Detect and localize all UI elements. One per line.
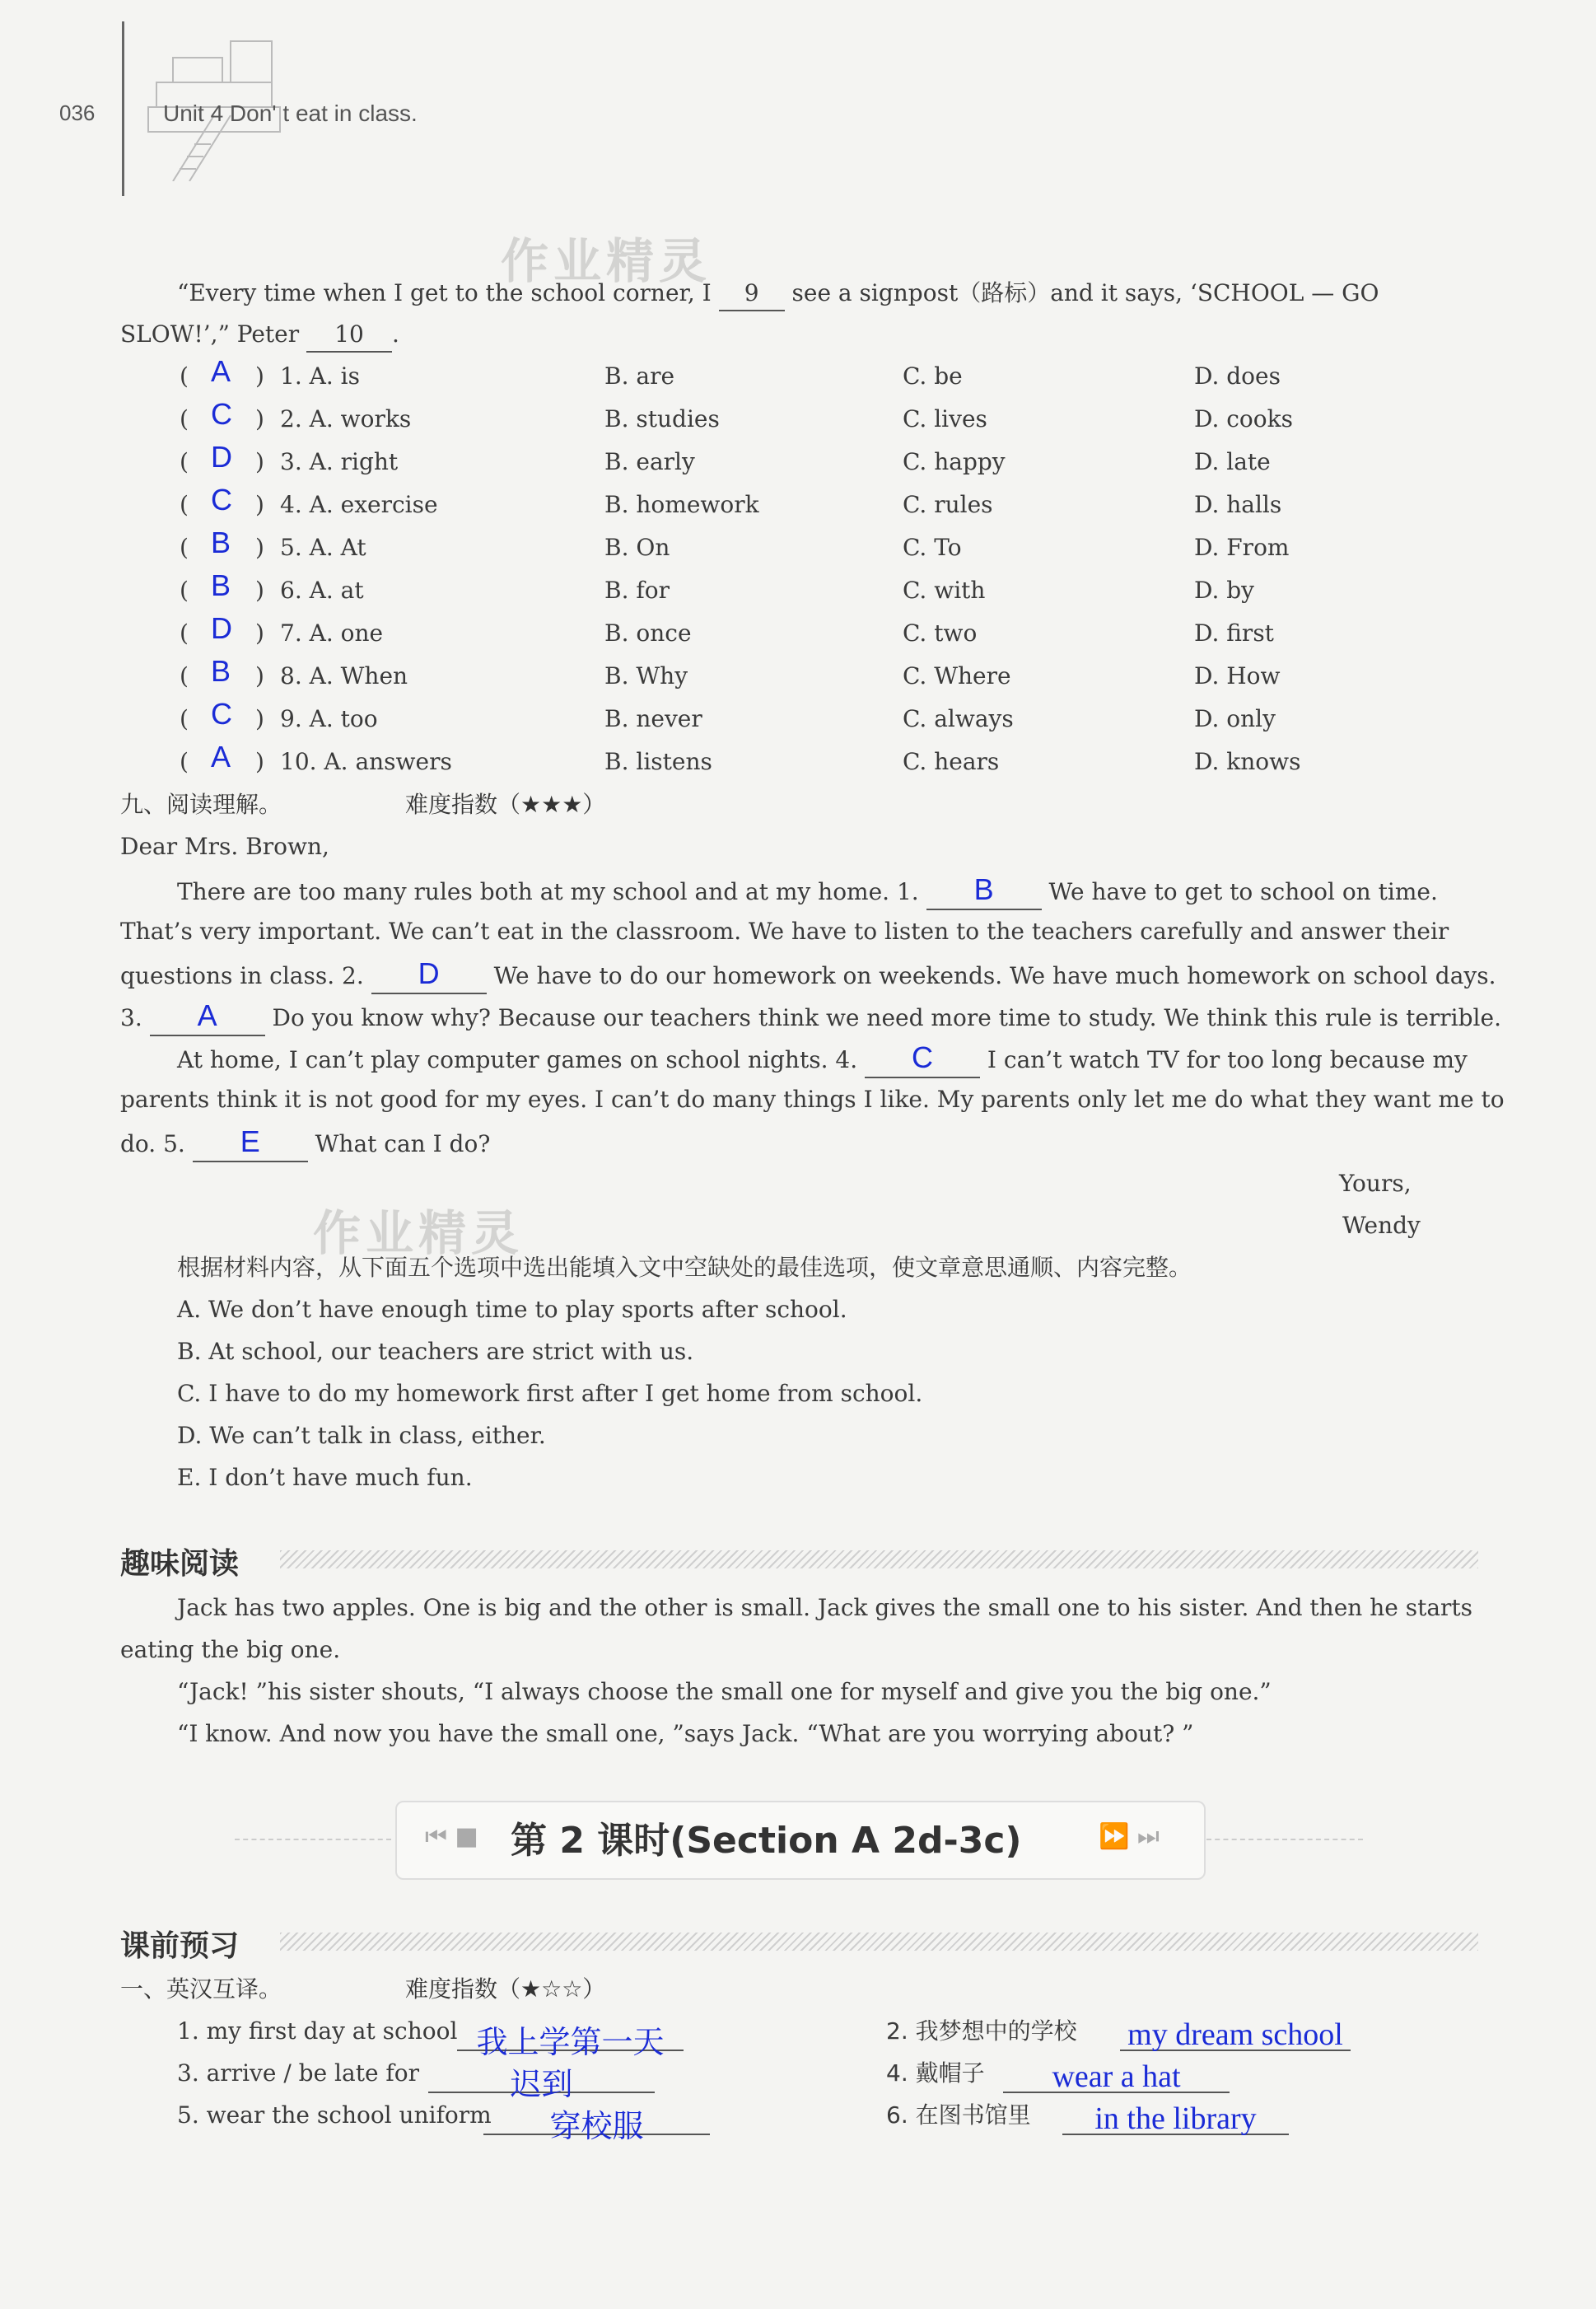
cloze-option-a: 10. A. answers: [280, 748, 452, 775]
translation-prompt: 3. arrive / be late for: [177, 2059, 420, 2087]
cloze-option-b: B. Why: [604, 662, 688, 689]
cloze-answer: C: [211, 397, 232, 431]
cloze-option-c: C. with: [903, 577, 986, 604]
translation-blank: [428, 2059, 655, 2102]
cloze-option-c: C. always: [903, 705, 1014, 732]
cloze-option-b: B. never: [604, 705, 702, 732]
cloze-answer: C: [211, 483, 232, 516]
cloze-intro-line2: SLOW!’,” Peter 10 .: [120, 318, 399, 353]
translation-prompt: 2. 我梦想中的学校: [886, 2017, 1077, 2045]
cloze-option-c: C. lives: [903, 405, 987, 432]
fun-reading-line: “Jack! ”his sister shouts, “I always choose the small one for myself and give you the big one.”: [177, 1678, 1272, 1705]
cloze-option-b: B. studies: [604, 405, 720, 432]
letter-line: At home, I can’t play computer games on school nights. 4. C I can’t watch TV for too long because my: [177, 1041, 1468, 1078]
cloze-answer: C: [211, 697, 232, 731]
reading-heading: 九、阅读理解。: [120, 791, 282, 818]
translation-prompt: 5. wear the school uniform: [177, 2101, 492, 2129]
cloze-paren-right: ): [255, 662, 264, 689]
reading-answer-2: D: [418, 956, 440, 990]
cloze-paren-left: (: [180, 577, 189, 604]
cloze-option-a: 6. A. at: [280, 577, 364, 604]
cloze-answer: B: [211, 526, 231, 559]
cloze-paren-left: (: [180, 448, 189, 475]
translation-prompt: 6. 在图书馆里: [886, 2101, 1031, 2129]
letter-salutation: Dear Mrs. Brown,: [120, 833, 329, 860]
cloze-paren-left: (: [180, 748, 189, 775]
cloze-paren-left: (: [180, 705, 189, 732]
cloze-paren-right: ): [255, 534, 264, 561]
cloze-option-c: C. hears: [903, 748, 1000, 775]
cloze-answer: A: [211, 740, 231, 774]
cloze-option-d: D. From: [1194, 534, 1290, 561]
skip-forward-icon: ⏩ ⏭: [1099, 1822, 1160, 1851]
blank-10: 10: [306, 318, 392, 353]
cloze-option-b: B. On: [604, 534, 670, 561]
letter-signature: Wendy: [1342, 1212, 1421, 1239]
reading-option: E. I don’t have much fun.: [177, 1464, 473, 1491]
cloze-option-a: 4. A. exercise: [280, 491, 438, 518]
cloze-option-d: D. by: [1194, 577, 1254, 604]
reading-blank-4: [865, 1041, 980, 1078]
cloze-option-d: D. late: [1194, 448, 1271, 475]
cloze-intro-line1: “Every time when I get to the school corner, I 9 see a signpost（路标）and it says, ‘SCHOOL — GO: [177, 277, 1379, 311]
reading-blank-3: [150, 999, 265, 1036]
banner-dash-left: [235, 1839, 391, 1840]
fun-reading-line: Jack has two apples. One is big and the other is small. Jack gives the small one to his sister. And then he starts: [177, 1594, 1473, 1621]
cloze-option-b: B. homework: [604, 491, 759, 518]
cloze-option-a: 2. A. works: [280, 405, 412, 432]
translation-blank: [1120, 2017, 1351, 2051]
translation-blank: [457, 2017, 684, 2060]
section-hatch-divider: [280, 1933, 1478, 1951]
page-number: 036: [59, 100, 96, 125]
reading-answer-1: B: [973, 872, 994, 906]
section-hatch-divider: [280, 1550, 1478, 1568]
cloze-paren-left: (: [180, 491, 189, 518]
reading-answer-3: A: [197, 998, 217, 1032]
reading-answer-5: E: [240, 1124, 260, 1158]
header-divider: [122, 21, 124, 196]
cloze-option-c: C. happy: [903, 448, 1006, 475]
letter-closing: Yours,: [1339, 1170, 1412, 1197]
reading-difficulty: 难度指数（★★★）: [405, 791, 606, 818]
cloze-option-d: D. does: [1194, 362, 1281, 390]
cloze-option-d: D. only: [1194, 705, 1276, 732]
cloze-answer: B: [211, 654, 231, 688]
translation-blank: [483, 2101, 710, 2144]
translation-answer: my dream school: [1127, 2017, 1343, 2052]
cloze-option-a: 9. A. too: [280, 705, 378, 732]
banner-dash-right: [1206, 1839, 1363, 1840]
translation-prompt: 4. 戴帽子: [886, 2059, 985, 2087]
cloze-paren-left: (: [180, 619, 189, 647]
cloze-option-d: D. first: [1194, 619, 1274, 647]
cloze-option-b: B. early: [604, 448, 695, 475]
reading-option: B. At school, our teachers are strict with us.: [177, 1338, 694, 1365]
cloze-paren-right: ): [255, 619, 264, 647]
fun-reading-line: eating the big one.: [120, 1636, 341, 1663]
reading-option: D. We can’t talk in class, either.: [177, 1422, 546, 1449]
cloze-answer: B: [211, 568, 231, 602]
cloze-option-d: D. halls: [1194, 491, 1282, 518]
cloze-option-a: 1. A. is: [280, 362, 360, 390]
cloze-paren-right: ): [255, 577, 264, 604]
letter-line: 3. A Do you know why? Because our teachers think we need more time to study. We think this rule is terrible.: [120, 999, 1501, 1036]
reading-blank-2: [371, 957, 487, 994]
cloze-option-b: B. listens: [604, 748, 712, 775]
letter-line: parents think it is not good for my eyes. I can’t do many things I like. My parents only let me do what they want me to: [120, 1086, 1505, 1113]
blank-9: 9: [719, 277, 785, 311]
preview-title: 课前预习: [120, 1929, 240, 1963]
cloze-paren-right: ): [255, 362, 264, 390]
cloze-option-d: D. How: [1194, 662, 1281, 689]
cloze-option-c: C. rules: [903, 491, 993, 518]
cloze-paren-right: ): [255, 491, 264, 518]
fun-reading-title: 趣味阅读: [120, 1547, 240, 1581]
translation-answer: in the library: [1094, 2101, 1257, 2136]
cloze-paren-right: ): [255, 405, 264, 432]
cloze-paren-left: (: [180, 662, 189, 689]
cloze-paren-left: (: [180, 405, 189, 432]
cloze-paren-right: ): [255, 748, 264, 775]
letter-line: That’s very important. We can’t eat in the classroom. We have to listen to the teachers carefully and answer their: [120, 918, 1449, 945]
cloze-option-a: 8. A. When: [280, 662, 408, 689]
translation-prompt: 1. my first day at school: [177, 2017, 458, 2045]
cloze-option-b: B. once: [604, 619, 692, 647]
cloze-option-a: 5. A. At: [280, 534, 366, 561]
letter-line: There are too many rules both at my school and at my home. 1. B We have to get to school on time.: [177, 873, 1438, 910]
translation-answer: 我上学第一天: [476, 2024, 665, 2060]
reading-blank-1: [926, 873, 1042, 910]
cloze-option-c: C. To: [903, 534, 962, 561]
skip-back-icon: ⏮ ■: [425, 1822, 478, 1851]
letter-line: questions in class. 2. D We have to do our homework on weekends. We have much homework on school days.: [120, 957, 1496, 994]
cloze-paren-right: ): [255, 448, 264, 475]
translation-blank: [1062, 2101, 1289, 2135]
cloze-paren-right: ): [255, 705, 264, 732]
cloze-option-c: C. two: [903, 619, 978, 647]
cloze-option-c: C. be: [903, 362, 963, 390]
unit-title: Unit 4 Don' t eat in class.: [163, 100, 418, 126]
cloze-option-d: D. knows: [1194, 748, 1301, 775]
cloze-option-a: 3. A. right: [280, 448, 399, 475]
translation-blank: [1003, 2059, 1230, 2093]
cloze-option-b: B. are: [604, 362, 675, 390]
watermark: 作业精灵: [313, 1205, 525, 1261]
preview-difficulty: 难度指数（★☆☆）: [405, 1975, 606, 2003]
translation-answer: 穿校服: [549, 2108, 644, 2144]
translation-answer: wear a hat: [1052, 2059, 1181, 2094]
cloze-answer: D: [211, 611, 232, 645]
reading-instruction: 根据材料内容，从下面五个选项中选出能填入文中空缺处的最佳选项，使文章意思通顺、内容完整。: [177, 1254, 1192, 1281]
reading-blank-5: [193, 1125, 308, 1162]
reading-answer-4: C: [912, 1040, 934, 1074]
reading-option: A. We don’t have enough time to play sports after school.: [177, 1296, 847, 1323]
cloze-answer: A: [211, 354, 231, 388]
cloze-paren-left: (: [180, 534, 189, 561]
fun-reading-line: “I know. And now you have the small one, ”says Jack. “What are you worrying about? ”: [177, 1720, 1194, 1747]
reading-option: C. I have to do my homework first after I get home from school.: [177, 1380, 923, 1407]
cloze-option-c: C. Where: [903, 662, 1011, 689]
letter-line: do. 5. E What can I do?: [120, 1125, 490, 1162]
lesson-banner-title: 第 2 课时(Section A 2d-3c): [511, 1820, 1022, 1862]
cloze-paren-left: (: [180, 362, 189, 390]
cloze-option-a: 7. A. one: [280, 619, 384, 647]
translation-answer: 迟到: [510, 2066, 573, 2102]
preview-heading: 一、英汉互译。: [120, 1975, 282, 2003]
cloze-option-d: D. cooks: [1194, 405, 1293, 432]
watermark: 作业精灵: [501, 233, 712, 289]
cloze-option-b: B. for: [604, 577, 670, 604]
cloze-answer: D: [211, 440, 232, 474]
